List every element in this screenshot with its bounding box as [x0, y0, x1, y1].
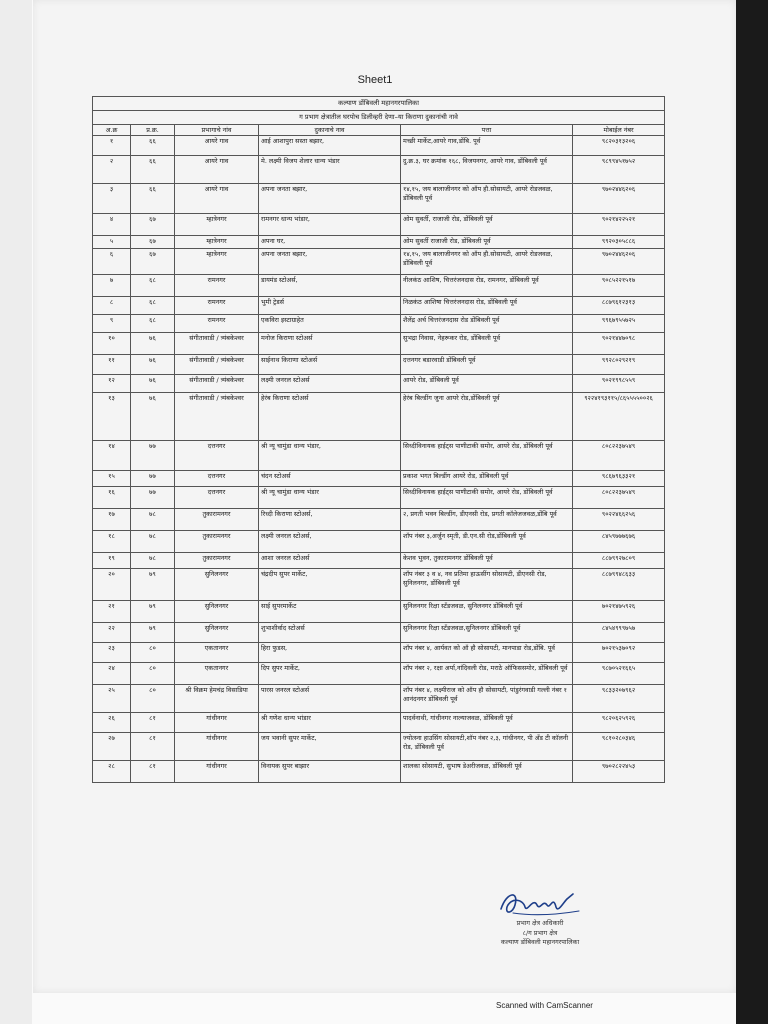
row-mobile: ९८३३२०७९६२ — [573, 685, 665, 713]
row-ward-name: म्हात्रेनगर — [175, 236, 259, 249]
scanner-background-right — [736, 0, 768, 1024]
row-sr: १२ — [93, 375, 131, 393]
row-mobile: ९०२१४२२५२१ — [573, 214, 665, 236]
row-address: ओम सुवर्ती, राजाजी रोड, डोंबिवली पूर्व — [401, 214, 573, 236]
row-address: सुनिलनगर रिक्षा स्टँडजवळ,सुनिलनगर डोंबिवली पूर्व — [401, 623, 573, 643]
row-ward-no: ६८ — [131, 315, 175, 333]
row-mobile: ९९२८०२९२१९ — [573, 355, 665, 375]
row-shop-name: हिरा फुडस, — [259, 643, 401, 663]
row-sr: ६ — [93, 249, 131, 275]
row-ward-name: आयरे गाव — [175, 184, 259, 214]
row-shop-name: रामनगर धान्य भांडार, — [259, 214, 401, 236]
row-ward-no: ७६ — [131, 355, 175, 375]
row-address: शॉप नंबर ४, आर्यवत को ऑ हौ सोसायटी, मानपाडा रोड,डोंबि. पूर्व — [401, 643, 573, 663]
row-mobile: ९८१०२८०३४६ — [573, 733, 665, 761]
row-address: सिध्दीविनायक हाईट्स पाणीटाकी समोर, आयरे रोड, डोंबिवली पूर्व — [401, 487, 573, 509]
row-ward-name: रामनगर — [175, 315, 259, 333]
row-shop-name: रिध्दी किराणा स्टोअर्स, — [259, 509, 401, 531]
row-ward-name: एकतानगर — [175, 643, 259, 663]
row-ward-no: ८१ — [131, 713, 175, 733]
row-mobile: ९०२१४४७०९८ — [573, 333, 665, 355]
row-address: ओम सुवर्ती राजाजी रोड, डोंबिवली पूर्व — [401, 236, 573, 249]
table-row — [93, 236, 665, 249]
table-row — [93, 569, 665, 601]
row-mobile: ९०८५२२१५१७ — [573, 275, 665, 297]
row-ward-no: ६८ — [131, 275, 175, 297]
row-mobile: ८०८२२३७५४९ — [573, 441, 665, 471]
row-shop-name: विनायक सुपर बाझार — [259, 761, 401, 783]
row-mobile: ८४५९७७७६७६ — [573, 531, 665, 553]
table-row — [93, 531, 665, 553]
table-title: कल्याण डोंबिवली महानगरपालिका — [93, 97, 665, 111]
table-row — [93, 509, 665, 531]
row-shop-name: पारस जनरल स्टोअर्स — [259, 685, 401, 713]
row-sr: २६ — [93, 713, 131, 733]
column-header-ward-name: प्रभागाचे नांव — [175, 124, 259, 136]
table-row — [93, 136, 665, 156]
signature-block — [470, 885, 610, 948]
row-sr: २१ — [93, 601, 131, 623]
row-sr: २४ — [93, 663, 131, 685]
row-ward-name: तुकारामनगर — [175, 509, 259, 531]
row-shop-name: दिप सुपर मार्केट, — [259, 663, 401, 685]
row-address: ज्योत्स्ना हाउसिंग सोसायटी,शॉप नंबर २,३, गांधीनगर, पी अँड टी कॉलनी रोड, डोंबिवली पूर्व — [401, 733, 573, 761]
row-sr: १५ — [93, 471, 131, 487]
row-shop-name: हेरंब किराणा स्टोअर्स — [259, 393, 401, 441]
row-ward-no: ६७ — [131, 249, 175, 275]
row-shop-name: श्री गणेश धान्य भांडार — [259, 713, 401, 733]
row-address: आयरे रोड, डोंबिवली पूर्व — [401, 375, 573, 393]
row-ward-name: एकतानगर — [175, 663, 259, 685]
row-ward-no: ७७ — [131, 471, 175, 487]
table-row — [93, 156, 665, 184]
row-ward-name: सुनिलनगर — [175, 623, 259, 643]
table-row — [93, 713, 665, 733]
row-ward-name: श्री विक्रम हेमचंद्र विसाडिया — [175, 685, 259, 713]
row-ward-name: दत्तनगर — [175, 441, 259, 471]
row-address: सिध्दीविनायक हाईट्स पाणीटाकी समोर, आयरे रोड, डोंबिवली पूर्व — [401, 441, 573, 471]
row-ward-no: ७८ — [131, 553, 175, 569]
row-sr: ७ — [93, 275, 131, 297]
row-sr: १४ — [93, 441, 131, 471]
row-shop-name: डायमंड स्टोअर्स, — [259, 275, 401, 297]
row-mobile: ८८७९९४८६३३ — [573, 569, 665, 601]
row-sr: १८ — [93, 531, 131, 553]
row-ward-no: ८१ — [131, 761, 175, 783]
row-sr: ८ — [93, 297, 131, 315]
row-mobile: ९७०२८२२४५३ — [573, 761, 665, 783]
row-ward-no: ७९ — [131, 569, 175, 601]
row-address: हेरंब बिल्डींग जुना आयरे रोड,डोंबिवली पूर्व — [401, 393, 573, 441]
row-sr: ४ — [93, 214, 131, 236]
row-mobile: ९९६७९५५७२५ — [573, 315, 665, 333]
row-sr: ११ — [93, 355, 131, 375]
row-ward-no: ७६ — [131, 393, 175, 441]
row-sr: २७ — [93, 733, 131, 761]
row-ward-no: ६८ — [131, 297, 175, 315]
row-ward-name: म्हात्रेनगर — [175, 214, 259, 236]
scanner-background-left — [0, 0, 32, 1024]
row-address: शॉप नंबर २, रक्षा अर्पा,नांदिवली रोड, मराठे ऑफिससमोर, डोंबिवली पूर्व — [401, 663, 573, 685]
row-ward-no: ७९ — [131, 601, 175, 623]
table-row — [93, 214, 665, 236]
row-shop-name: मनोज किराणा स्टोअर्स — [259, 333, 401, 355]
row-shop-name: साईनाथ किराणा स्टोअर्स — [259, 355, 401, 375]
row-mobile: ९८६७९६३३२१ — [573, 471, 665, 487]
row-ward-name: संगीतावाडी / त्र्यंबकेश्वर — [175, 375, 259, 393]
shop-list-table — [92, 96, 665, 783]
row-sr: २० — [93, 569, 131, 601]
row-sr: १९ — [93, 553, 131, 569]
row-ward-no: ६६ — [131, 136, 175, 156]
table-header-row — [93, 124, 665, 136]
table-row — [93, 184, 665, 214]
table-row — [93, 623, 665, 643]
row-mobile: ९७०२४४६२०६ — [573, 249, 665, 275]
row-address: शालका सोसायटी, सुभाष डेअरीजवळ, डोंबिवली पूर्व — [401, 761, 573, 783]
row-address: निळकंठ आशिषा चित्तरंजनदास रोड, डोंबिवली पूर्व — [401, 297, 573, 315]
row-mobile: ९०२२४६६२५६ — [573, 509, 665, 531]
row-shop-name: श्री न्यू चामुंडा धान्य भंडार, — [259, 441, 401, 471]
scanner-watermark-text: Scanned with CamScanner — [496, 1001, 593, 1010]
row-address: मच्छी मार्केट,आयरे गाव,डोंबि. पूर्व — [401, 136, 573, 156]
table-row — [93, 643, 665, 663]
table-row — [93, 487, 665, 509]
row-mobile: ७०२१५३७०९२ — [573, 643, 665, 663]
row-mobile: ८०८२२३७५४९ — [573, 487, 665, 509]
row-ward-name: आयरे गाव — [175, 156, 259, 184]
row-ward-no: ६७ — [131, 214, 175, 236]
table-row — [93, 393, 665, 441]
row-mobile: ९८२०६२५९२६ — [573, 713, 665, 733]
row-ward-no: ६७ — [131, 236, 175, 249]
row-address: शॉप नंबर ४, लक्ष्मीराज को ऑप हौ सोसायटी, पांडुरंगवाडी गल्ली नंबर १ आनंदनगर डोंबिवली पूर्व — [401, 685, 573, 713]
table-row — [93, 333, 665, 355]
row-address: दत्तनगर बडारवाडी डोंबिवली पूर्व — [401, 355, 573, 375]
row-shop-name: लक्ष्मी जनरल स्टोअर्स, — [259, 531, 401, 553]
table-title-row — [93, 97, 665, 111]
table-row — [93, 601, 665, 623]
row-mobile: ८८७९६१२३१३ — [573, 297, 665, 315]
row-sr: ९ — [93, 315, 131, 333]
row-sr: १ — [93, 136, 131, 156]
column-header-sr: अ.क्र — [93, 124, 131, 136]
row-address: शॉप नंबर ३ व ४, नव प्रतिमा हाऊसींग सोसायटी, डीएनसी रोड, सुनिलनगर, डोंबिवली पूर्व — [401, 569, 573, 601]
row-address: १४,१५, जय बालाजीनगर को ऑप हौ.सोसायटी, आयरे रोडजवळ, डोंबिवली पूर्व — [401, 184, 573, 214]
row-address: शॉप नंबर ३,अर्जुन स्मृती, डी.एन.सी रोड,डोंबिवली पूर्व — [401, 531, 573, 553]
row-sr: २५ — [93, 685, 131, 713]
column-header-ward-no: प्र.क्र. — [131, 124, 175, 136]
table-row — [93, 375, 665, 393]
table-row — [93, 553, 665, 569]
row-shop-name: आशा जनरल स्टोअर्स — [259, 553, 401, 569]
row-shop-name: भुमी ट्रेडर्स — [259, 297, 401, 315]
row-shop-name: अपना जनता बझार, — [259, 184, 401, 214]
row-mobile: ९८९९४५१७५२ — [573, 156, 665, 184]
table-subtitle: ग प्रभाग क्षेत्रातील घरपोच डिलीव्हरी देणा–या किराणा दुकानांची नावे — [93, 110, 665, 124]
table-row — [93, 441, 665, 471]
table-row — [93, 663, 665, 685]
row-shop-name: अपना जनता बझार, — [259, 249, 401, 275]
table-subtitle-row — [93, 110, 665, 124]
signature-organization: कल्याण डोंबिवली महानगरपालिका — [500, 938, 580, 947]
row-address: दु.क्र.३, घर क्रमांक १६८, विजयनगर, आयरे गाव, डोंबिवली पूर्व — [401, 156, 573, 184]
row-shop-name: आई आशापुरा सस्ता बझार, — [259, 136, 401, 156]
row-ward-name: आयरे गाव — [175, 136, 259, 156]
row-sr: २२ — [93, 623, 131, 643]
signature-ward-office: ८/ग प्रभाग क्षेत्र — [522, 928, 558, 937]
row-ward-name: गांधीनगर — [175, 733, 259, 761]
row-address: २, प्रगती भवन बिल्डींग, डीएनसी रोड, प्रगती कॉलेजजवळ,डोंबि पूर्व — [401, 509, 573, 531]
table-row — [93, 685, 665, 713]
row-ward-no: ७६ — [131, 333, 175, 355]
table-row — [93, 275, 665, 297]
row-shop-name: लक्ष्मी जनरल स्टोअर्स — [259, 375, 401, 393]
row-address: सुभद्रा निवास, नेहरूकर रोड, डोंबिवली पूर्व — [401, 333, 573, 355]
row-shop-name: जय भवानी सुपर मार्केट, — [259, 733, 401, 761]
row-ward-no: ६६ — [131, 156, 175, 184]
sheet-title: Sheet1 — [357, 74, 393, 86]
table-row — [93, 355, 665, 375]
row-mobile: ९८२०३१३२०६ — [573, 136, 665, 156]
row-shop-name: एकविरा इस्टाग्राहेत — [259, 315, 401, 333]
row-ward-name: तुकारामनगर — [175, 531, 259, 553]
row-shop-name: मे. लक्ष्मी विजय शेलार धान्य भंडार — [259, 156, 401, 184]
table-row — [93, 297, 665, 315]
row-ward-no: ८० — [131, 685, 175, 713]
row-sr: ३ — [93, 184, 131, 214]
row-ward-name: सुनिलनगर — [175, 601, 259, 623]
row-address: १४,१५, जय बालाजीनगर को ऑप हौ.सोसायटी, आयरे रोडजवळ, डोंबिवली पूर्व — [401, 249, 573, 275]
row-sr: १० — [93, 333, 131, 355]
row-ward-no: ६६ — [131, 184, 175, 214]
row-mobile: ९८७०५२१६६५ — [573, 663, 665, 685]
row-ward-name: सुनिलनगर — [175, 569, 259, 601]
column-header-address: पत्ता — [401, 124, 573, 136]
row-ward-name: गांधीनगर — [175, 761, 259, 783]
row-ward-name: संगीतावाडी / त्र्यंबकेश्वर — [175, 333, 259, 355]
row-address: केशव भुवन, तुकारामनगर डोंबिवली पूर्व — [401, 553, 573, 569]
row-ward-name: म्हात्रेनगर — [175, 249, 259, 275]
row-sr: १३ — [93, 393, 131, 441]
table-row — [93, 315, 665, 333]
row-ward-name: दत्तनगर — [175, 471, 259, 487]
table-row — [93, 761, 665, 783]
row-address: नीलकंठ आशिष, चित्तरंजनदास रोड, रामनगर, डोंबिवली पूर्व — [401, 275, 573, 297]
row-ward-name: तुकारामनगर — [175, 553, 259, 569]
row-address: पादर्वनाथी, गांधीनगर नाल्याजवळ, डोंबिवली पूर्व — [401, 713, 573, 733]
row-sr: ५ — [93, 236, 131, 249]
signature-designation: प्रभाग क्षेत्र अधिकारी — [516, 919, 564, 927]
row-ward-no: ७६ — [131, 375, 175, 393]
row-sr: १६ — [93, 487, 131, 509]
row-ward-name: दत्तनगर — [175, 487, 259, 509]
row-address: सुनिलनगर रिक्षा स्टँडजवळ, सुनिलनगर डोंबिवली पूर्व — [401, 601, 573, 623]
table-row — [93, 249, 665, 275]
row-ward-name: संगीतावाडी / त्र्यंबकेश्वर — [175, 393, 259, 441]
column-header-mobile: मोबाईल नंबर — [573, 124, 665, 136]
row-shop-name: अपना घर, — [259, 236, 401, 249]
row-address: प्रकाश भगत बिल्डींग आयरे रोड, डोंबिवली पूर्व — [401, 471, 573, 487]
row-ward-name: संगीतावाडी / त्र्यंबकेश्वर — [175, 355, 259, 375]
table-row — [93, 733, 665, 761]
row-shop-name: साई सुपरमार्केट — [259, 601, 401, 623]
row-mobile: ८४५४९९९७५७ — [573, 623, 665, 643]
row-ward-no: ७८ — [131, 531, 175, 553]
row-ward-no: ७७ — [131, 441, 175, 471]
table-row — [93, 471, 665, 487]
row-ward-no: ८१ — [131, 733, 175, 761]
row-mobile: ९२२४१९३११५/८६५५५५००२६ — [573, 393, 665, 441]
row-shop-name: चंदन स्टोअर्स — [259, 471, 401, 487]
row-shop-name: चंद्रदीप सुपर मार्केट, — [259, 569, 401, 601]
row-sr: १७ — [93, 509, 131, 531]
row-mobile: ९९२०३०५८८६ — [573, 236, 665, 249]
row-shop-name: श्री न्यू चामुंडा धान्य भंडार — [259, 487, 401, 509]
row-ward-name: रामनगर — [175, 297, 259, 315]
signature-mark — [493, 885, 588, 919]
row-ward-no: ७९ — [131, 623, 175, 643]
row-address: शैलेंद्र अर्च चित्तरंजनदास रोड डोंबिवली पूर्व — [401, 315, 573, 333]
row-mobile: ९७०२४४६२०६ — [573, 184, 665, 214]
row-sr: २८ — [93, 761, 131, 783]
row-mobile: ८८७९९२७८०९ — [573, 553, 665, 569]
row-ward-name: गांधीनगर — [175, 713, 259, 733]
row-sr: २३ — [93, 643, 131, 663]
row-mobile: ७०२१४७५९२६ — [573, 601, 665, 623]
row-ward-no: ७८ — [131, 509, 175, 531]
row-mobile: ९०२१९९८५५९ — [573, 375, 665, 393]
row-shop-name: शुभाशीर्वाद स्टोअर्स — [259, 623, 401, 643]
column-header-shop-name: दुकानाचे नाव — [259, 124, 401, 136]
row-ward-name: रामनगर — [175, 275, 259, 297]
row-ward-no: ८० — [131, 643, 175, 663]
row-ward-no: ८० — [131, 663, 175, 685]
row-ward-no: ७७ — [131, 487, 175, 509]
row-sr: २ — [93, 156, 131, 184]
